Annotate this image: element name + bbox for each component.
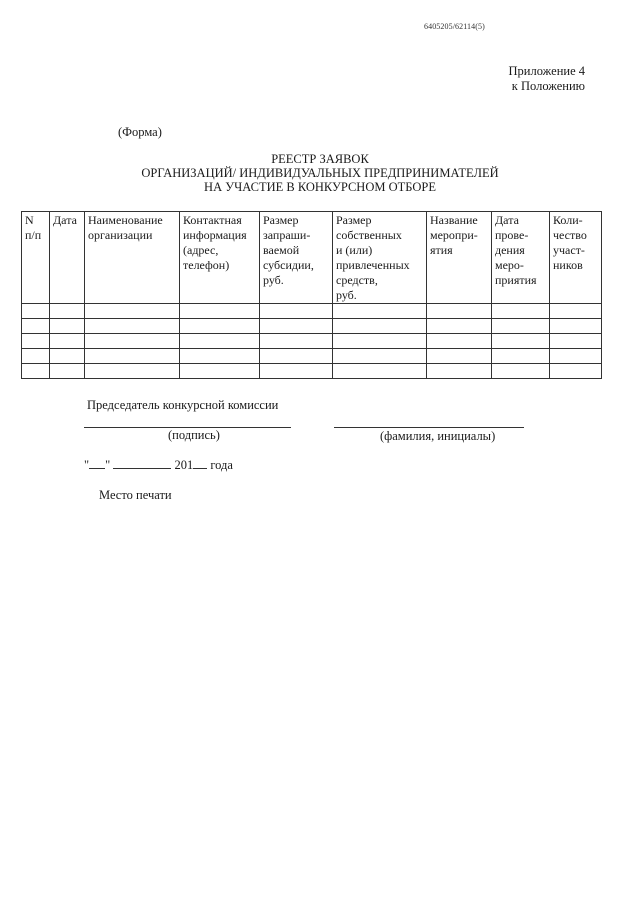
table-cell[interactable] [427,364,492,379]
table-cell[interactable] [180,319,260,334]
table-cell[interactable] [22,364,50,379]
column-header-line: собственных [336,228,402,242]
column-header [260,212,333,304]
table-cell[interactable] [50,349,85,364]
table-cell[interactable] [50,304,85,319]
table-cell[interactable] [260,319,333,334]
column-header-line: запраши- [263,228,311,242]
date-open-quote: " [84,458,90,472]
table-cell[interactable] [333,349,427,364]
table-cell[interactable] [427,319,492,334]
column-header-line: участ- [553,243,585,257]
table-cell[interactable] [260,304,333,319]
table-cell[interactable] [492,319,550,334]
column-header [22,212,50,304]
title-line-1: РЕЕСТР ЗАЯВОК [271,152,369,166]
column-header-line: Контактная [183,213,242,227]
column-header [50,212,85,304]
date-close-quote: " [105,458,111,472]
table-row [22,334,602,349]
table-cell[interactable] [22,334,50,349]
table-cell[interactable] [85,334,180,349]
column-header-line: Размер [263,213,299,227]
date-suffix: года [210,458,233,472]
table-cell[interactable] [550,319,602,334]
table-cell[interactable] [180,334,260,349]
table-cell[interactable] [333,319,427,334]
title-line-3: НА УЧАСТИЕ В КОНКУРСНОМ ОТБОРЕ [204,180,436,194]
column-header-line: руб. [336,288,357,302]
table-cell[interactable] [492,364,550,379]
table-header-row [22,212,602,304]
appendix-line-2: к Положению [511,79,585,93]
column-header-line: чество [553,228,587,242]
table-cell[interactable] [85,364,180,379]
column-header [333,212,427,304]
table-cell[interactable] [22,349,50,364]
table-row [22,349,602,364]
column-header [427,212,492,304]
column-header-line: Название [430,213,478,227]
table-cell[interactable] [550,364,602,379]
document-title [20,152,620,194]
table-cell[interactable] [50,319,85,334]
table-cell[interactable] [50,364,85,379]
column-header [180,212,260,304]
table-cell[interactable] [22,319,50,334]
name-line [334,427,524,428]
column-header-line: (адрес, [183,243,219,257]
column-header-line: ников [553,258,583,272]
column-header-line: Наименование [88,213,163,227]
column-header-line: дения [495,243,525,257]
form-label: (Форма) [118,125,162,139]
table-cell[interactable] [180,349,260,364]
appendix-note [509,64,585,94]
title-line-2: ОРГАНИЗАЦИЙ/ ИНДИВИДУАЛЬНЫХ ПРЕДПРИНИМАТЕЛЕЙ [141,166,499,180]
appendix-line-1: Приложение 4 [508,64,585,78]
year-blank [193,457,207,469]
table-cell[interactable] [492,349,550,364]
table-cell[interactable] [180,304,260,319]
column-header-line: средств, [336,273,378,287]
table-cell[interactable] [333,334,427,349]
table-cell[interactable] [260,349,333,364]
table-cell[interactable] [427,334,492,349]
column-header-line: организации [88,228,153,242]
table-cell[interactable] [180,364,260,379]
column-header-line: N [25,213,34,227]
registry-table [21,211,602,379]
column-header-line: Дата [53,213,77,227]
table-cell[interactable] [85,304,180,319]
column-header-line: ваемой [263,243,300,257]
table-cell[interactable] [427,349,492,364]
signature-caption: (подпись) [168,428,220,442]
table-cell[interactable] [260,334,333,349]
column-header-line: меропри- [430,228,478,242]
table-cell[interactable] [22,304,50,319]
column-header-line: субсидии, [263,258,314,272]
column-header-line: ятия [430,243,453,257]
table-cell[interactable] [333,304,427,319]
table-row [22,304,602,319]
stamp-label: Место печати [99,488,172,502]
column-header-line: Размер [336,213,372,227]
table-row [22,319,602,334]
table-cell[interactable] [85,349,180,364]
column-header [550,212,602,304]
column-header-line: Коли- [553,213,583,227]
table-cell[interactable] [550,304,602,319]
table-cell[interactable] [492,334,550,349]
table-cell[interactable] [492,304,550,319]
column-header-line: меро- [495,258,524,272]
table-cell[interactable] [50,334,85,349]
column-header-line: руб. [263,273,284,287]
column-header-line: и (или) [336,243,373,257]
column-header [492,212,550,304]
name-caption: (фамилия, инициалы) [380,429,496,443]
document-id: 6405205/62114(5) [424,22,485,31]
column-header-line: прове- [495,228,529,242]
table-body [22,304,602,379]
column-header-line: приятия [495,273,537,287]
date-line [84,457,233,473]
table-cell[interactable] [333,364,427,379]
date-year: 201 [174,458,194,472]
table-cell[interactable] [260,364,333,379]
column-header-line: п/п [25,228,42,242]
day-blank [89,457,105,469]
column-header-line: Дата [495,213,519,227]
column-header-line: привлеченных [336,258,410,272]
chair-label: Председатель конкурсной комиссии [87,398,279,412]
column-header [85,212,180,304]
table-cell[interactable] [550,349,602,364]
month-blank [113,457,171,469]
column-header-line: информация [183,228,247,242]
column-header-line: телефон) [183,258,230,272]
table-cell[interactable] [427,304,492,319]
table-cell[interactable] [85,319,180,334]
table-cell[interactable] [550,334,602,349]
table-row [22,364,602,379]
